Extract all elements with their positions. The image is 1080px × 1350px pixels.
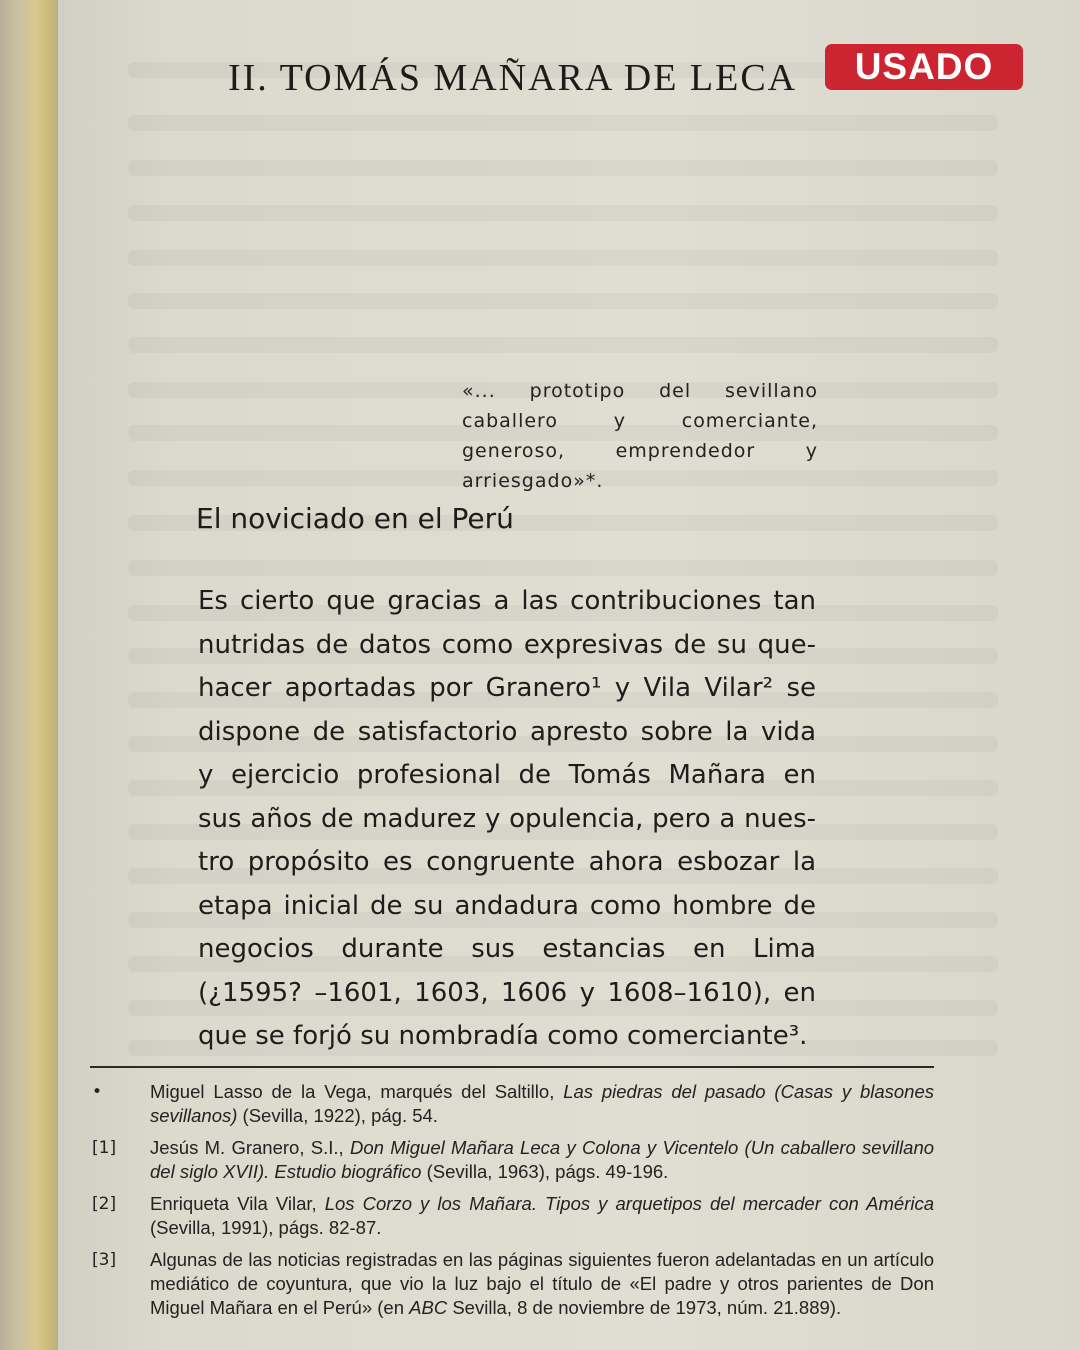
footnote-rest: (Sevilla, 1963), págs. 49-196.: [426, 1161, 669, 1182]
bleed-through-line: [128, 337, 998, 353]
bleed-through-line: [128, 293, 998, 309]
chapter-title: II. TOMÁS MAÑARA DE LECA: [228, 57, 798, 99]
footnote-author: Enriqueta Vila Vilar,: [150, 1193, 317, 1214]
body-line: nutridas de datos como expresivas de su que-: [198, 629, 816, 660]
footnote: [92, 1248, 934, 1320]
footnote-rest: (Sevilla, 1922), pág. 54.: [242, 1105, 438, 1126]
footnote-marker: [1]: [92, 1138, 117, 1158]
bleed-through-line: [128, 560, 998, 576]
section-heading: El noviciado en el Perú: [196, 502, 514, 535]
footnote-title: Los Corzo y los Mañara. Tipos y arquetipos del mercader con América: [324, 1193, 934, 1214]
body-line: sus años de madurez y opulencia, pero a nues-: [198, 803, 816, 834]
footnote: [92, 1192, 934, 1240]
footnotes: [92, 1080, 934, 1328]
footnote-text: [150, 1080, 934, 1128]
body-line: dispone de satisfactorio apresto sobre la vida: [198, 716, 816, 747]
footnote-author: Algunas de las noticias registradas en las páginas siguientes fueron adelantadas en un artículo mediático de coyuntura, que vio la luz bajo el título de «El padre y otros parientes de Don Miguel Mañara en el Perú» (en: [150, 1249, 934, 1318]
footnote-title: ABC: [409, 1297, 448, 1318]
footnote-divider: [90, 1066, 934, 1068]
body-line: negocios durante sus estancias en Lima: [198, 934, 816, 964]
bleed-through-line: [128, 115, 998, 131]
epigraph-quote: «... prototipo del sevillano caballero y comerciante, generoso, emprendedor y arriesgado»*.: [462, 380, 818, 492]
body-line: Es cierto que gracias a las contribuciones tan: [198, 586, 816, 616]
footnote-text: [150, 1248, 934, 1320]
body-line: (¿1595? –1601, 1603, 1606 y 1608–1610), en: [198, 977, 816, 1008]
body-paragraph: [198, 580, 816, 1059]
body-line: tro propósito es congruente ahora esbozar la: [198, 847, 816, 877]
bleed-through-line: [128, 205, 998, 221]
used-badge: USADO: [825, 44, 1023, 90]
footnote-title: Las piedras del pasado (Casas y blasones sevillanos): [150, 1081, 935, 1126]
bleed-through-line: [128, 250, 998, 266]
footnote-title: Don Miguel Mañara Leca y Colona y Vicentelo (Un caballero sevillano del siglo XVII). Estudio biográfico: [150, 1137, 935, 1182]
footnote: [92, 1136, 934, 1184]
footnote-text: [150, 1136, 934, 1184]
footnote: [92, 1080, 934, 1128]
footnote-rest: (Sevilla, 1991), págs. 82-87.: [150, 1217, 382, 1238]
body-line: etapa inicial de su andadura como hombre de: [198, 890, 816, 921]
footnote-marker: •: [92, 1082, 103, 1102]
page-edge: [0, 0, 60, 1350]
body-line: hacer aportadas por Granero¹ y Vila Vilar² se: [198, 673, 816, 703]
footnote-rest: Sevilla, 8 de noviembre de 1973, núm. 21.889).: [452, 1297, 842, 1318]
footnote-author: Miguel Lasso de la Vega, marqués del Saltillo,: [150, 1081, 555, 1102]
footnote-marker: [3]: [92, 1250, 117, 1270]
body-line: que se forjó su nombradía como comerciante³.: [198, 1021, 808, 1051]
bleed-through-line: [128, 160, 998, 176]
footnote-text: [150, 1192, 934, 1240]
body-line: y ejercicio profesional de Tomás Mañara en: [198, 760, 816, 790]
footnote-marker: [2]: [92, 1194, 117, 1214]
footnote-author: Jesús M. Granero, S.I.,: [150, 1137, 344, 1158]
